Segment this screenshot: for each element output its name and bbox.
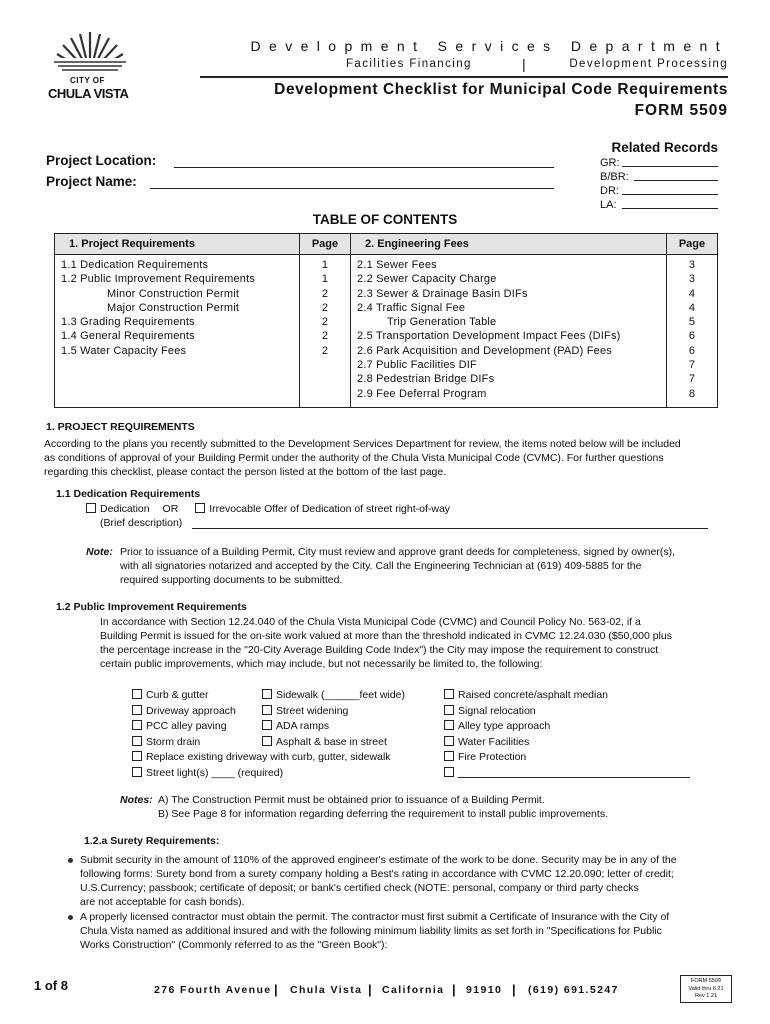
list-item[interactable]: Signal relocation — [444, 704, 704, 720]
toc-page: 2 — [321, 344, 329, 357]
list-item[interactable]: Alley type approach — [444, 719, 704, 735]
toc-page: 2 — [321, 287, 329, 300]
improvement-col-1 — [132, 688, 262, 750]
city-logo — [40, 26, 140, 106]
toc-item: 1.1 Dedication Requirements — [61, 259, 209, 271]
surety-bullet-1: Submit security in the amount of 110% of the approved engineer's estimate of the work to be done. Security may be in any of the following forms: Surety bond from a surety company holding a Best's rating in accordance with CVMC 12.20.090; letter of credit; U.S.Currency; passbook; certificate of deposit; or bank's certified check (NOTE: personal, company or third party checks are not acceptable for cash bonds). — [80, 853, 750, 909]
brief-description-field[interactable] — [192, 528, 708, 529]
toc-right-page-header: Page — [667, 234, 718, 255]
toc-page: 3 — [688, 273, 696, 286]
toc-item: 2.8 Pedestrian Bridge DIFs — [357, 373, 495, 386]
toc-page: 1 — [321, 273, 329, 286]
toc-item: 2.9 Fee Deferral Program — [357, 387, 487, 400]
page-number: 1 of 8 — [34, 978, 68, 993]
form-title: Development Checklist for Municipal Code Requirements — [274, 81, 728, 98]
toc-item: 2.5 Transportation Development Impact Fees (DIFs) — [357, 330, 621, 343]
related-records-title: Related Records — [611, 140, 718, 155]
section-1-heading: 1. PROJECT REQUIREMENTS — [46, 421, 195, 433]
toc-item: 2.4 Traffic Signal Fee — [357, 301, 466, 314]
project-location-label: Project Location: — [46, 153, 157, 168]
toc-page: 8 — [688, 387, 696, 400]
related-record-dr[interactable]: DR: — [600, 185, 718, 197]
toc-page: 4 — [688, 301, 696, 314]
toc-item: Trip Generation Table — [387, 316, 497, 329]
toc-right-list — [351, 255, 667, 408]
surety-heading: 1.2.a Surety Requirements: — [84, 835, 220, 847]
dedication-checkbox[interactable] — [86, 503, 96, 513]
list-item[interactable]: Driveway approach — [132, 704, 262, 720]
toc-item: Minor Construction Permit — [107, 287, 240, 300]
improvement-notes-label: Notes: — [120, 794, 153, 806]
sub-header-separator: | — [522, 56, 528, 72]
toc-page: 6 — [688, 330, 696, 343]
improvement-col-2 — [262, 688, 442, 750]
project-name-field[interactable] — [150, 188, 554, 189]
toc-item: 2.3 Sewer & Drainage Basin DIFs — [357, 287, 528, 300]
toc-page: 7 — [688, 359, 696, 372]
header-rule — [200, 76, 728, 78]
project-location-field[interactable] — [174, 167, 554, 168]
related-record-bbr[interactable]: B/BR: — [600, 171, 718, 183]
related-record-gr[interactable]: GR: — [600, 157, 718, 169]
toc-right-header: 2. Engineering Fees — [351, 234, 667, 255]
toc-page: 4 — [688, 287, 696, 300]
toc-page: 6 — [688, 344, 696, 357]
surety-bullet-2: A properly licensed contractor must obtain the permit. The contractor must first submit a Certificate of Insurance with the City of Chula Vista named as additional insured and with the following minimum liability limits as set forth in "Specifications for Public Works Construction" (Commonly referred to as the "Green Book"): — [80, 910, 750, 952]
public-improvement-text: In accordance with Section 12.24.040 of the Chula Vista Municipal Code (CVMC) and Council Policy No. 563-02, if a Building Permit is issued for the on-site work valued at more than the threshold indicated in CVMC 12.24.030 ($50,000 plus the percentage increase in the "20-City Average Building Code Index") the City may impose the requirement to construct certain public improvements, which may include, but not necessarily be limited to, the following: — [100, 616, 672, 670]
list-item[interactable]: Sidewalk (______feet wide) — [262, 688, 442, 704]
sunburst-logo-icon — [40, 26, 140, 78]
list-item[interactable]: Asphalt & base in street — [262, 735, 442, 751]
toc-item: Major Construction Permit — [107, 301, 240, 314]
sub-header-right: Development Processing — [569, 58, 728, 70]
toc-page: 5 — [688, 316, 696, 329]
toc-item: 2.6 Park Acquisition and Development (PAD) Fees — [357, 344, 612, 357]
logo-city-of: CITY OF — [70, 76, 105, 85]
toc-left-header: 1. Project Requirements — [55, 234, 300, 255]
dedication-heading: 1.1 Dedication Requirements — [56, 488, 201, 500]
toc-item: 2.7 Public Facilities DIF — [357, 359, 477, 372]
list-item[interactable]: Raised concrete/asphalt median — [444, 688, 704, 704]
improvement-wide — [132, 750, 442, 781]
improvement-note-a: A) The Construction Permit must be obtained prior to issuance of a Building Permit. — [158, 794, 545, 806]
department-title: Development Services Department — [250, 38, 728, 54]
logo-name: CHULA VISTA — [48, 86, 129, 101]
other-improvement-item[interactable] — [444, 766, 704, 782]
toc-page: 7 — [688, 373, 696, 386]
improvement-col-3 — [444, 688, 704, 781]
public-improvement-heading: 1.2 Public Improvement Requirements — [56, 601, 247, 613]
toc-item: 1.4 General Requirements — [61, 330, 195, 343]
project-name-label: Project Name: — [46, 174, 137, 189]
list-item[interactable]: ADA ramps — [262, 719, 442, 735]
toc-item: 1.5 Water Capacity Fees — [61, 344, 187, 357]
sub-header-left: Facilities Financing — [346, 58, 472, 70]
toc-page: 2 — [321, 301, 329, 314]
toc-page: 2 — [321, 316, 329, 329]
list-item[interactable]: Fire Protection — [444, 750, 704, 766]
toc-left-page-header: Page — [300, 234, 351, 255]
list-item[interactable]: PCC alley paving — [132, 719, 262, 735]
toc-item: 2.1 Sewer Fees — [357, 259, 437, 271]
list-item[interactable]: Street light(s) ____ (required) — [132, 766, 442, 782]
toc-item: 1.3 Grading Requirements — [61, 316, 195, 329]
form-version-box: FORM 5509 Valid thru 6.21 Rev 1.21 — [680, 975, 732, 1003]
toc-title: TABLE OF CONTENTS — [312, 212, 458, 227]
list-item[interactable]: Curb & gutter — [132, 688, 262, 704]
toc-table — [54, 233, 718, 408]
improvement-note-b: B) See Page 8 for information regarding deferring the requirement to install public improvements. — [158, 808, 608, 820]
dedication-options: Dedication OR Irrevocable Offer of Dedication of street right-of-way — [86, 502, 450, 516]
form-number: FORM 5509 — [634, 102, 728, 119]
brief-description-label: (Brief description) — [100, 517, 183, 529]
toc-page: 3 — [688, 259, 696, 271]
bullet-icon — [68, 915, 73, 920]
toc-item: 1.2 Public Improvement Requirements — [61, 273, 256, 286]
related-record-la[interactable]: LA: — [600, 199, 718, 211]
list-item[interactable]: Water Facilities — [444, 735, 704, 751]
toc-page: 2 — [321, 330, 329, 343]
bullet-icon — [68, 858, 73, 863]
list-item[interactable]: Replace existing driveway with curb, gutter, sidewalk — [132, 750, 442, 766]
toc-page: 1 — [321, 259, 329, 271]
toc-right-pages — [667, 255, 718, 408]
section-1-intro: According to the plans you recently submitted to the Development Services Department for review, the items noted below will be included as conditions of approval of your Building Permit under the authority of the Chula Vista Municipal Code (CVMC). For further questions regarding this checklist, please contact the person listed at the bottom of the last page. — [44, 438, 681, 478]
dedication-note: Prior to issuance of a Building Permit, City must review and approve grant deeds for completeness, signed by owner(s), with all signatories notarized and accepted by the City. Call the Engineering Technician at (619) 409-5885 for the required supporting documents to be submitted. — [120, 546, 676, 586]
irrevocable-offer-checkbox[interactable] — [195, 503, 205, 513]
list-item[interactable]: Storm drain — [132, 735, 262, 751]
toc-left-list — [55, 255, 300, 408]
toc-left-pages — [300, 255, 351, 408]
dedication-note-label: Note: — [86, 546, 113, 558]
toc-item: 2.2 Sewer Capacity Charge — [357, 273, 497, 286]
list-item[interactable]: Street widening — [262, 704, 442, 720]
